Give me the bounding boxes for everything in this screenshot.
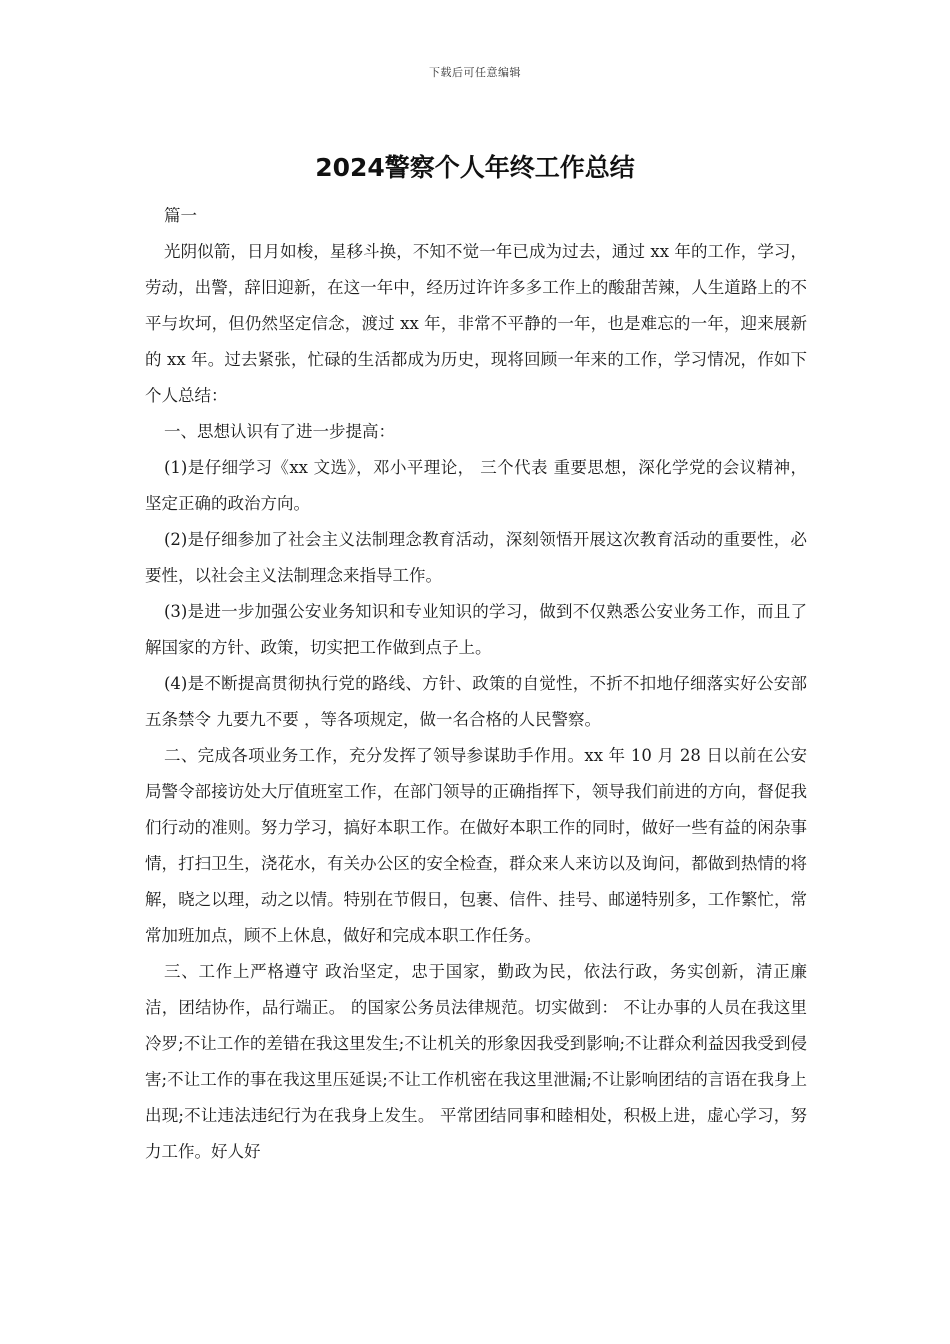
paragraph: 二、完成各项业务工作，充分发挥了领导参谋助手作用。xx 年 10 月 28 日以前在公安局警令部接访处大厅值班室工作，在部门领导的正确指挥下，领导我们前进的方向，督促我们行动的准则。努力学习，搞好本职工作。在做好本职工作的同时，做好一些有益的闲杂事情，打扫卫生，浇花水，有关办公区的安全检查，群众来人来访以及询问，都做到热情的将解，晓之以理，动之以情。特别在节假日，包裹、信件、挂号、邮递特别多，工作繁忙，常常加班加点，顾不上休息，做好和完成本职工作任务。 (145, 746, 807, 945)
paragraph: (3)是进一步加强公安业务知识和专业知识的学习，做到不仅熟悉公安业务工作，而且了解国家的方针、政策，切实把工作做到点子上。 (145, 602, 807, 657)
header-note: 下载后可任意编辑 (429, 66, 521, 79)
paragraph: (4)是不断提高贯彻执行党的路线、方针、政策的自觉性，不折不扣地仔细落实好公安部 五条禁令 九要九不要 ，等各项规定，做一名合格的人民警察。 (145, 674, 807, 729)
page-title: 2024警察个人年终工作总结 (315, 153, 635, 182)
document-body (145, 198, 807, 1170)
paragraph: 一、思想认识有了进一步提高： (164, 422, 395, 441)
paragraph: (1)是仔细学习《xx 文选》，邓小平理论， 三个代表 重要思想，深化学党的会议精神，坚定正确的政治方向。 (145, 458, 807, 513)
paragraph: 三、工作上严格遵守 政治坚定，忠于国家，勤政为民，依法行政，务实创新，清正廉洁，团结协作，品行端正。 的国家公务员法律规范。切实做到： 不让办事的人员在我这里冷罗;不让工作的差错在我这里发生;不让机关的形象因我受到影响;不让群众利益因我受到侵害;不让工作的事在我这里压延误;不让工作机密在我这里泄漏;不让影响团结的言语在我身上出现;不让违法违纪行为在我身上发生。 平常团结同事和睦相处，积极上进，虚心学习，努力工作。好人好 (145, 962, 807, 1161)
paragraph: 光阴似箭，日月如梭，星移斗换，不知不觉一年已成为过去，通过 xx 年的工作，学习，劳动，出警，辞旧迎新，在这一年中，经历过许许多多工作上的酸甜苦辣，人生道路上的不平与坎坷，但仍然坚定信念，渡过 xx 年，非常不平静的一年，也是难忘的一年，迎来展新的 xx 年。过去紧张，忙碌的生活都成为历史，现将回顾一年来的工作，学习情况，作如下个人总结： (145, 242, 807, 405)
section-label: 篇一 (164, 206, 197, 225)
paragraph: (2)是仔细参加了社会主义法制理念教育活动，深刻领悟开展这次教育活动的重要性，必要性，以社会主义法制理念来指导工作。 (145, 530, 807, 585)
